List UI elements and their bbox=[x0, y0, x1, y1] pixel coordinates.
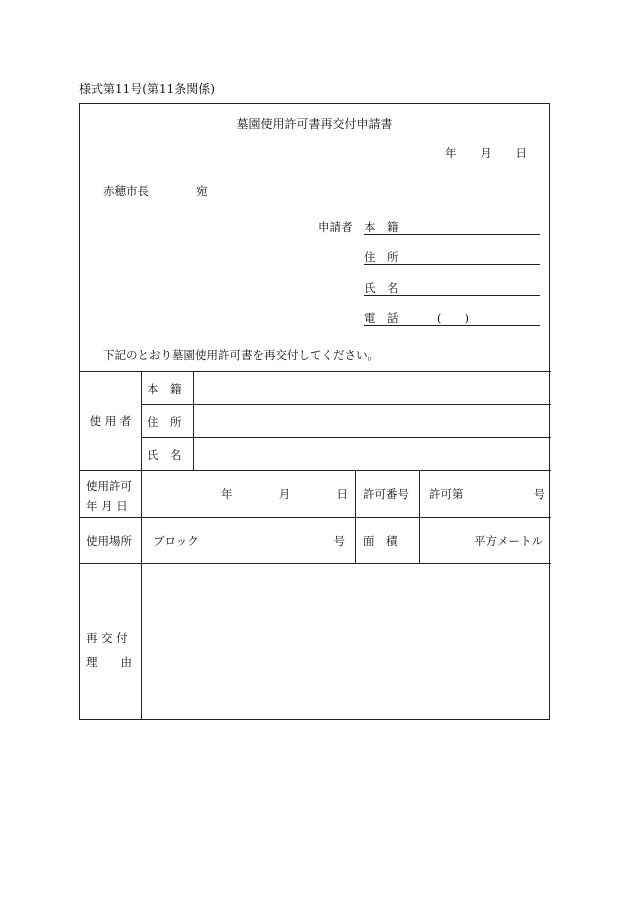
applicant-phone-line bbox=[364, 325, 540, 326]
intro-text: 下記のとおり墓園使用許可書を再交付してください。 bbox=[103, 348, 379, 362]
user-address-field[interactable] bbox=[194, 405, 550, 436]
user-name-label: 氏 名 bbox=[147, 448, 182, 462]
applicant-honseki-label: 本 籍 bbox=[364, 220, 399, 234]
applicant-phone-label: 電 話 bbox=[364, 311, 399, 325]
applicant-phone-paren: ( ) bbox=[437, 311, 469, 325]
user-label: 使 用 者 bbox=[89, 414, 132, 428]
applicant-address-label: 住 所 bbox=[364, 250, 399, 264]
location-number: 号 bbox=[333, 534, 345, 548]
location-block: ブロック bbox=[153, 534, 199, 548]
permit-date-label-line1: 使用許可 bbox=[86, 479, 132, 493]
user-address-label: 住 所 bbox=[147, 415, 182, 429]
area-label: 面 積 bbox=[363, 534, 398, 548]
permit-number-suffix: 号 bbox=[533, 487, 545, 501]
user-honseki-field[interactable] bbox=[194, 372, 550, 403]
applicant-name-label: 氏 名 bbox=[364, 281, 399, 295]
reason-label-line1: 再 交 付 bbox=[86, 631, 128, 645]
location-label: 使用場所 bbox=[86, 534, 132, 548]
user-name-field[interactable] bbox=[194, 438, 550, 469]
permit-number-field[interactable] bbox=[429, 486, 545, 502]
applicant-label: 申請者 bbox=[318, 220, 353, 234]
date-line bbox=[445, 145, 527, 161]
location-field[interactable] bbox=[153, 533, 345, 549]
permit-date-month: 月 bbox=[278, 487, 291, 501]
reason-label-line2: 理 由 bbox=[86, 655, 132, 669]
permit-date-day: 日 bbox=[336, 487, 348, 501]
area-unit: 平方メートル bbox=[474, 534, 543, 548]
applicant-name-line bbox=[364, 295, 540, 296]
date-day: 日 bbox=[515, 146, 527, 160]
addressee-name: 赤穂市長 bbox=[103, 184, 149, 198]
date-month: 月 bbox=[480, 146, 492, 160]
form-number: 様式第11号(第11条関係) bbox=[79, 82, 215, 96]
permit-number-prefix: 許可第 bbox=[429, 487, 464, 501]
applicant-address-line bbox=[364, 264, 540, 265]
applicant-honseki-line bbox=[364, 234, 540, 235]
application-form bbox=[79, 103, 550, 720]
permit-number-label: 許可番号 bbox=[363, 487, 409, 501]
user-honseki-label: 本 籍 bbox=[147, 382, 182, 396]
addressee-honorific: 宛 bbox=[196, 184, 208, 198]
permit-date-year: 年 bbox=[221, 487, 233, 501]
reason-field[interactable] bbox=[142, 564, 550, 719]
permit-date-label-line2: 年 月 日 bbox=[86, 499, 128, 513]
permit-date-field[interactable] bbox=[221, 486, 348, 502]
date-year: 年 bbox=[445, 146, 457, 160]
form-title: 墓園使用許可書再交付申請書 bbox=[236, 117, 393, 131]
